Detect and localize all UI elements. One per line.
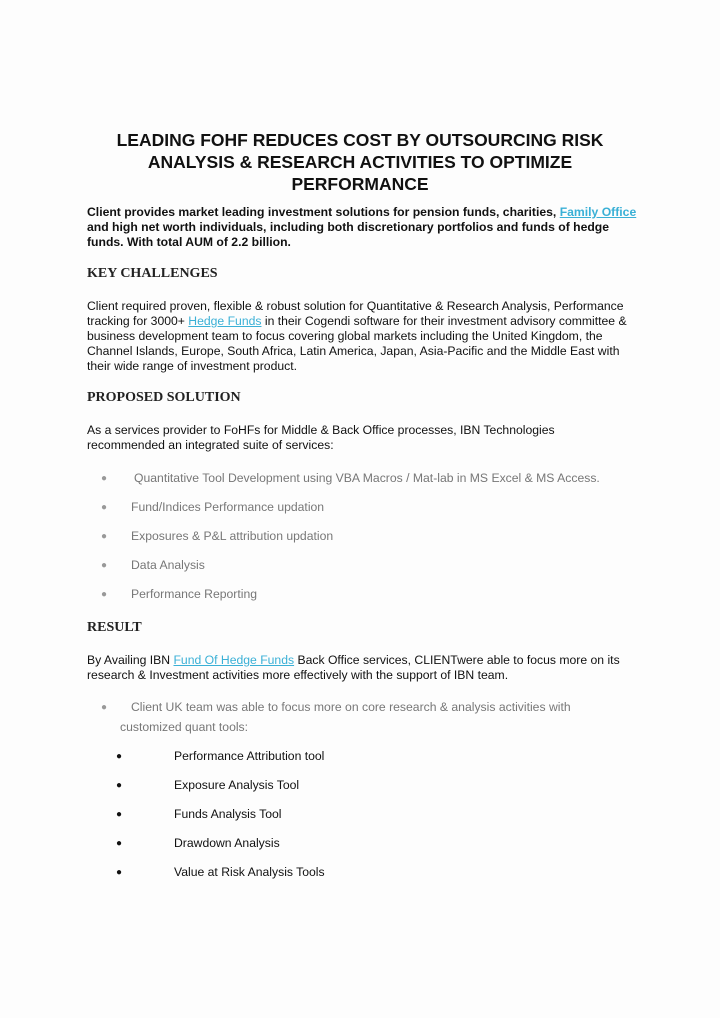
document-title: LEADING FOHF REDUCES COST BY OUTSOURCING RISK ANALYSIS & RESEARCH ACTIVITIES TO OPTIMIZE PERFORMANCE <box>116 130 604 194</box>
challenges-text-after: in their Cogendi software for their investment advisory committee & business development team to focus covering global markets including the United Kingdom, the Channel Islands, Europe, South Africa, Latin America, Japan, Asia-Pacific and the Middle East with their wide range of investment product. <box>87 314 627 373</box>
solution-bullet-4: Data Analysis <box>131 558 205 572</box>
result-paragraph <box>87 653 635 683</box>
proposed-solution-heading: PROPOSED SOLUTION <box>87 390 241 405</box>
bullet-dot: ● <box>101 531 108 542</box>
key-challenges-heading: KEY CHALLENGES <box>87 266 218 281</box>
hedge-funds-link[interactable]: Hedge Funds <box>188 314 262 328</box>
solution-paragraph: As a services provider to FoHFs for Middle & Back Office processes, IBN Technologies recommended an integrated suite of services: <box>87 423 555 452</box>
bullet-dot: ● <box>101 560 108 571</box>
bullet-dot: ● <box>116 780 123 791</box>
result-bullet-line2: customized quant tools: <box>120 720 249 734</box>
result-text-after: Back Office services, CLIENTwere able to focus more on its research & Investment activities more effectively with the support of IBN team. <box>87 653 620 682</box>
bullet-dot: ● <box>101 702 108 713</box>
bullet-dot: ● <box>116 751 123 762</box>
result-sub-bullet-2: Exposure Analysis Tool <box>174 778 300 792</box>
family-office-link[interactable]: Family Office <box>559 205 637 219</box>
fund-of-hedge-funds-link[interactable]: Fund Of Hedge Funds <box>173 653 295 667</box>
bullet-dot: ● <box>101 473 108 484</box>
solution-bullet-2: Fund/Indices Performance updation <box>131 500 325 514</box>
result-bullet-line1: Client UK team was able to focus more on core research & analysis activities with <box>131 700 571 714</box>
result-sub-bullet-4: Drawdown Analysis <box>174 836 280 850</box>
intro-text-after: and high net worth individuals, including both discretionary portfolios and funds of hedge funds. With total AUM of 2.2 billion. <box>87 220 610 249</box>
result-sub-bullet-1: Performance Attribution tool <box>174 749 325 763</box>
result-text-before: By Availing IBN <box>87 653 174 667</box>
bullet-dot: ● <box>101 589 108 600</box>
intro-paragraph <box>87 205 637 250</box>
bullet-dot: ● <box>116 838 123 849</box>
intro-text-before: Client provides market leading investment solutions for pension funds, charities, <box>87 205 560 219</box>
solution-bullet-3: Exposures & P&L attribution updation <box>131 529 334 543</box>
solution-bullet-5: Performance Reporting <box>131 587 257 601</box>
bullet-dot: ● <box>116 867 123 878</box>
result-sub-bullet-3: Funds Analysis Tool <box>174 807 282 821</box>
bullet-dot: ● <box>101 502 108 513</box>
challenges-text-before: Client required proven, flexible & robust solution for Quantitative & Research Analysis, Performance tracking for 3000+ <box>87 299 624 328</box>
solution-bullet-1: Quantitative Tool Development using VBA Macros / Mat-lab in MS Excel & MS Access. <box>134 471 600 485</box>
bullet-dot: ● <box>116 809 123 820</box>
result-sub-bullet-5: Value at Risk Analysis Tools <box>174 865 325 879</box>
result-heading: RESULT <box>87 620 142 635</box>
challenges-paragraph <box>87 299 635 374</box>
